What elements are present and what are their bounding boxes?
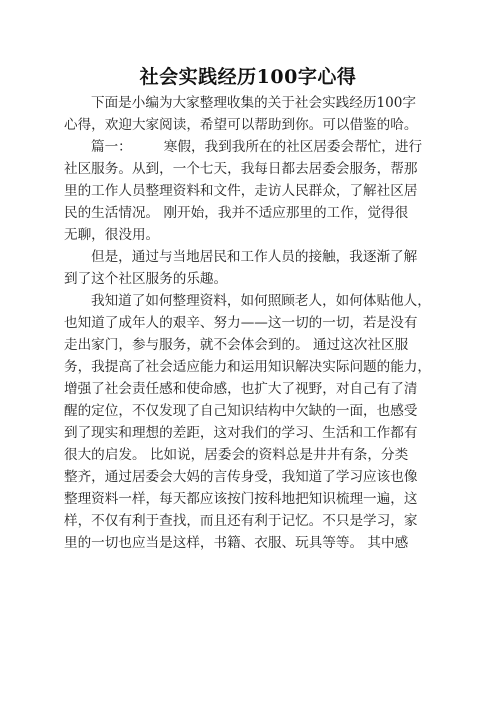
text-line: 心得，欢迎大家阅读，希望可以帮助到你。可以借鉴的哈。: [64, 117, 418, 133]
text-line: 里的工作人员整理资料和文件，走访人民群众，了解社区居: [64, 183, 418, 199]
text-line: 整齐，通过居委会大妈的言传身受，我知道了学习应该也像: [64, 469, 418, 485]
text-line: 到了这个社区服务的乐趣。: [64, 271, 228, 287]
text-line: 走出家门，参与服务，就不会体会到的。 通过这次社区服: [64, 337, 409, 353]
document-body: [64, 92, 440, 554]
text-line: 民的生活情况。 刚开始，我并不适应那里的工作，觉得很: [64, 205, 409, 221]
text-line: [64, 136, 440, 158]
text-line: 我知道了如何整理资料，如何照顾老人，如何体贴他人，: [91, 293, 431, 309]
text-line: 样，不仅有利于查找，而且还有利于记忆。不只是学习，家: [64, 513, 418, 529]
text-line: 社区服务。从到，一个七天，我每日都去居委会服务，帮那: [64, 161, 418, 177]
text-line: 但是，通过与当地居民和工作人员的接触，我逐渐了解: [91, 249, 418, 265]
text-line: 下面是小编为大家整理收集的关于社会实践经历100字: [91, 95, 417, 111]
document-title: 社会实践经历100字心得: [139, 66, 357, 88]
text-fragment: 寒假，我到我所在的社区居委会帮忙，进行: [163, 139, 423, 155]
text-line: 无聊，很没用。: [64, 227, 160, 243]
text-line: 也知道了成年人的艰辛、努力——这一切的一切，若是没有: [64, 315, 418, 331]
text-line: 很大的启发。 比如说，居委会的资料总是井井有条，分类: [64, 447, 409, 463]
text-line: 增强了社会责任感和使命感，也扩大了视野，对自己有了清: [64, 381, 418, 397]
text-line: 整理资料一样，每天都应该按门按科地把知识梳理一遍，这: [64, 491, 418, 507]
text-line: 到了现实和理想的差距，这对我们的学习、生活和工作都有: [64, 425, 418, 441]
text-line: 里的一切也应当是这样，书籍、衣服、玩具等等。 其中感: [64, 535, 409, 551]
section-label: 篇一：: [91, 139, 132, 155]
text-line: 醒的定位，不仅发现了自己知识结构中欠缺的一面，也感受: [64, 403, 418, 419]
text-line: 务，我提高了社会适应能力和运用知识解决实际问题的能力，: [64, 359, 432, 375]
